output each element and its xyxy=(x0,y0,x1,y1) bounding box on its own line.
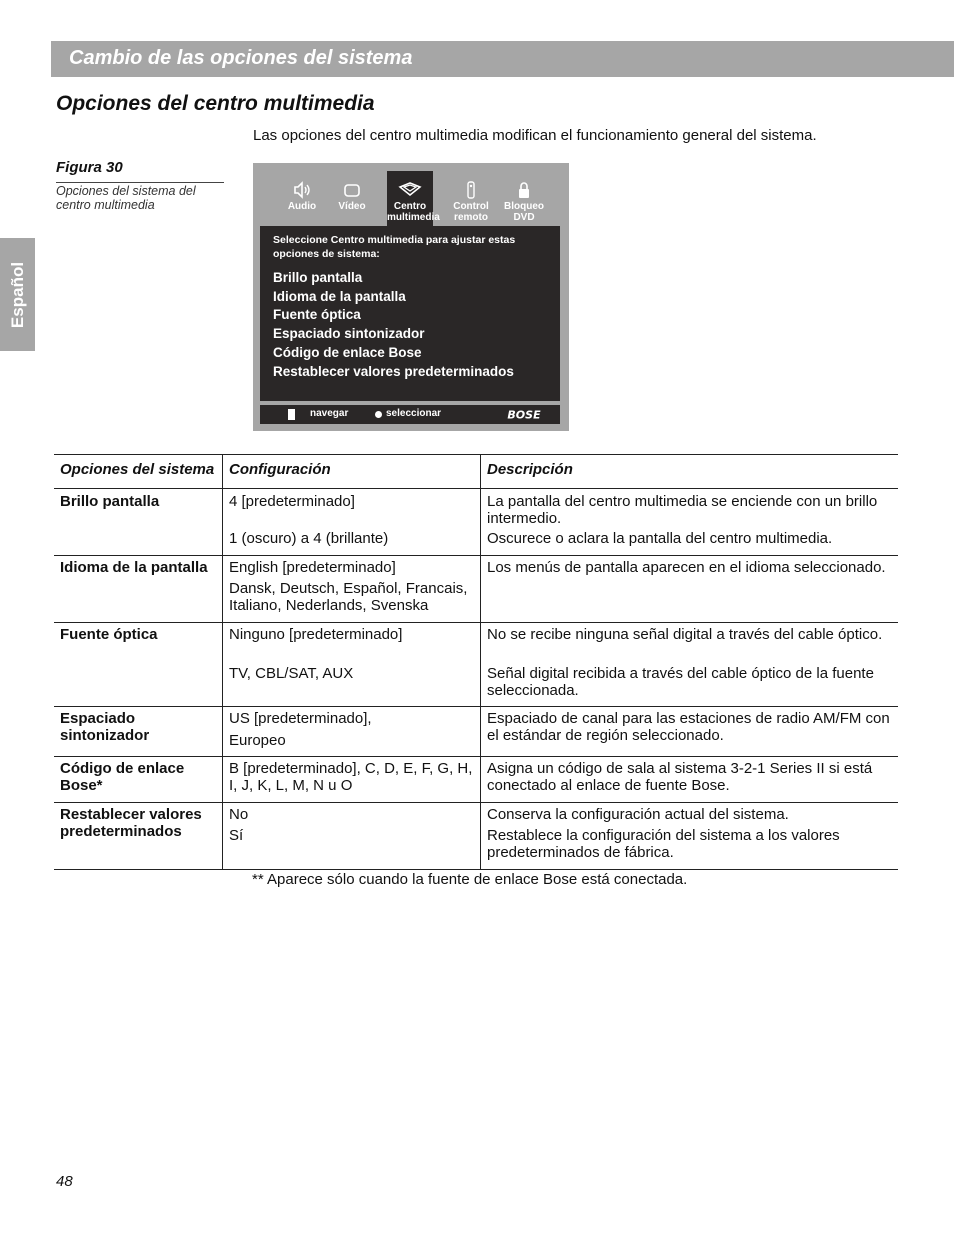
description-text: Conserva la configuración actual del sistema. xyxy=(487,806,789,823)
bose-logo xyxy=(495,408,553,421)
navigate-icon xyxy=(288,409,295,420)
header-title: Cambio de las opciones del sistema xyxy=(69,47,413,69)
figure-caption xyxy=(56,184,224,212)
option-name: Idioma de la pantalla xyxy=(60,559,208,576)
navigate-hint: navegar xyxy=(310,408,349,419)
language-side-tab xyxy=(0,238,35,351)
screen-footer xyxy=(260,405,560,424)
figure-caption-line2: centro multimedia xyxy=(56,198,155,212)
options-menu xyxy=(273,269,514,381)
menu-item-restore-defaults[interactable]: Restablecer valores predeterminados xyxy=(273,363,514,379)
tab-audio[interactable]: Audio xyxy=(279,171,325,227)
menu-item-bose-link-code[interactable]: Código de enlace Bose xyxy=(273,344,422,360)
menu-item-tuner-spacing[interactable]: Espaciado sintonizador xyxy=(273,326,425,342)
config-value: No xyxy=(229,806,249,823)
footnote: ** Aparece sólo cuando la fuente de enlace Bose está conectada. xyxy=(252,871,688,888)
menu-item-brightness[interactable]: Brillo pantalla xyxy=(273,270,363,285)
bose-logo-text: BOSE xyxy=(507,408,541,421)
media-center-icon xyxy=(397,181,423,199)
media-center-screen xyxy=(253,163,569,431)
description-text: Asigna un código de sala al sistema 3-2-1 Series II si está conectado al enlace de fuente Bose. xyxy=(487,760,873,794)
tab-media-center[interactable]: Centro multimedia xyxy=(387,171,433,227)
table-row xyxy=(54,555,898,623)
option-name: Fuente óptica xyxy=(60,626,158,643)
intro-text: Las opciones del centro multimedia modifican el funcionamiento general del sistema. xyxy=(253,127,817,144)
figure-rule xyxy=(56,182,224,183)
figure-caption-line1: Opciones del sistema del xyxy=(56,184,196,198)
table-row xyxy=(54,622,898,707)
config-value: 1 (oscuro) a 4 (brillante) xyxy=(229,530,389,547)
table-row xyxy=(54,488,898,556)
header-configuration: Configuración xyxy=(229,461,331,478)
menu-item-optical-source[interactable]: Fuente óptica xyxy=(273,307,361,323)
table-row xyxy=(54,706,898,757)
config-value: Europeo xyxy=(229,732,286,749)
tab-remote[interactable]: Control remoto xyxy=(448,171,494,227)
table-row xyxy=(54,802,898,870)
config-value: Ninguno [predeterminado] xyxy=(229,626,403,643)
options-panel xyxy=(260,226,560,401)
option-name: Código de enlace Bose* xyxy=(60,760,185,794)
config-value: B [predeterminado], C, D, E, F, G, H, I, J, K, L, M, N u O xyxy=(229,760,473,794)
speaker-icon xyxy=(292,181,312,199)
tab-video[interactable]: Vídeo xyxy=(329,171,375,227)
header-options: Opciones del sistema xyxy=(60,461,215,478)
description-text: Los menús de pantalla aparecen en el idioma seleccionado. xyxy=(487,559,886,576)
config-value: English [predeterminado] xyxy=(229,559,396,576)
header-description: Descripción xyxy=(487,461,573,478)
tv-icon xyxy=(342,181,362,199)
description-text: La pantalla del centro multimedia se enciende con un brillo intermedio. xyxy=(487,493,878,527)
section-title: Opciones del centro multimedia xyxy=(56,92,375,115)
panel-prompt: Seleccione Centro multimedia para ajustar estas opciones de sistema: xyxy=(273,234,516,260)
tab-dvd-lock[interactable]: Bloqueo DVD xyxy=(501,171,547,227)
menu-item-language[interactable]: Idioma de la pantalla xyxy=(273,288,406,304)
table-row xyxy=(54,756,898,803)
figure-label: Figura 30 xyxy=(56,159,123,176)
config-value: US [predeterminado], xyxy=(229,710,372,727)
select-hint: seleccionar xyxy=(386,408,442,419)
page-number: 48 xyxy=(56,1173,73,1190)
config-value: 4 [predeterminado] xyxy=(229,493,355,510)
description-text: Oscurece o aclara la pantalla del centro multimedia. xyxy=(487,530,833,547)
config-value: TV, CBL/SAT, AUX xyxy=(229,665,354,682)
table-bottom-rule xyxy=(54,869,898,870)
description-text: Restablece la configuración del sistema a los valores predeterminados de fábrica. xyxy=(487,827,840,861)
option-name: Restablecer valores predeterminados xyxy=(60,806,202,840)
header-bar xyxy=(51,41,954,77)
description-text: Espaciado de canal para las estaciones de radio AM/FM con el estándar de región seleccionado. xyxy=(487,710,890,744)
side-tab-label: Español xyxy=(7,261,27,328)
config-value: Sí xyxy=(229,827,244,844)
remote-icon xyxy=(461,181,481,199)
table-header-row xyxy=(54,454,898,489)
select-icon xyxy=(375,411,382,418)
lock-icon xyxy=(514,181,534,199)
option-name: Espaciado sintonizador xyxy=(60,710,150,744)
description-text: Señal digital recibida a través del cable óptico de la fuente seleccionada. xyxy=(487,665,874,699)
option-name: Brillo pantalla xyxy=(60,493,160,510)
description-text: No se recibe ninguna señal digital a través del cable óptico. xyxy=(487,626,883,643)
config-value: Dansk, Deutsch, Español, Francais, Italiano, Nederlands, Svenska xyxy=(229,580,468,614)
